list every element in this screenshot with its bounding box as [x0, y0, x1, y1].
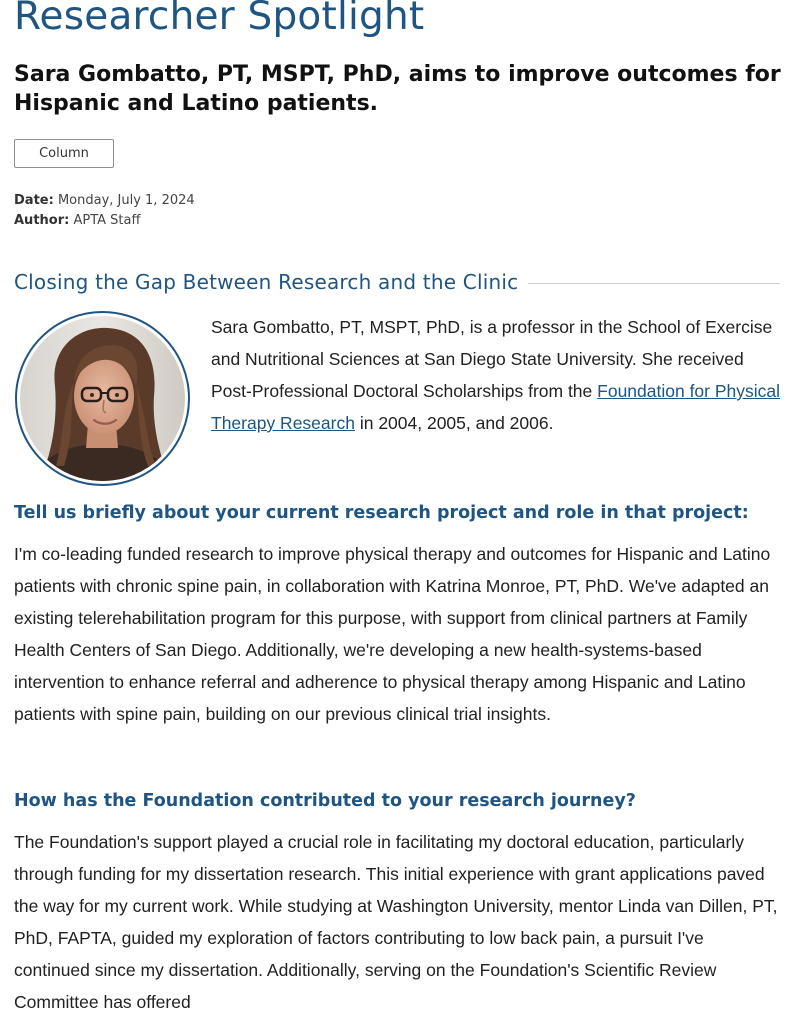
author-label: Author: — [14, 213, 70, 228]
question-heading-current-research: Tell us briefly about your current research project and role in that project: — [14, 503, 749, 523]
researcher-portrait — [15, 311, 190, 486]
question-heading-foundation-contribution: How has the Foundation contributed to your research journey? — [14, 791, 636, 811]
date-value: Monday, July 1, 2024 — [57, 193, 195, 208]
article-meta — [14, 191, 195, 231]
section-heading-row — [14, 270, 780, 294]
researcher-bio — [211, 311, 783, 439]
page-title: Researcher Spotlight — [14, 0, 425, 39]
date-line — [14, 191, 195, 211]
article-subtitle: Sara Gombatto, PT, MSPT, PhD, aims to improve outcomes for Hispanic and Latino patients. — [14, 62, 781, 116]
answer-current-research: I'm co-leading funded research to improve physical therapy and outcomes for Hispanic and Latino patients with chronic spine pain, in collaboration with Katrina Monroe, PT, PhD. We've adapted an existing telerehabilitation program for this purpose, with support from clinical partners at Family Health Centers of San Diego. Additionally, we're developing a new health-systems-based intervention to enhance referral and adherence to physical therapy among Hispanic and Latino patients with spine pain, building on our previous clinical trial insights. — [14, 544, 771, 724]
foundation-link[interactable]: Foundation for Physical Therapy Research — [211, 381, 781, 433]
bio-text-start: Sara Gombatto, PT, MSPT, PhD, is a professor in the School of Exercise and Nutritional Sciences at San Diego State University. She received Post-Professional Doctoral Scholarships from the — [211, 317, 773, 401]
answer-foundation-contribution: The Foundation's support played a crucial role in facilitating my doctoral education, particularly through funding for my dissertation research. This initial experience with grant applications paved the way for my current work. While studying at Washington University, mentor Linda van Dillen, PT, PhD, FAPTA, guided my exploration of factors contributing to low back pain, a pursuit I've continued since my dissertation. Additionally, serving on the Foundation's Scientific Review Committee has offered — [14, 832, 778, 1011]
author-line — [14, 211, 195, 231]
column-tag-button[interactable]: Column — [14, 139, 114, 168]
section-divider — [528, 283, 780, 284]
bio-text-end: in 2004, 2005, and 2006. — [354, 413, 554, 433]
date-label: Date: — [14, 193, 54, 208]
portrait-photo-icon — [20, 316, 185, 481]
author-value: APTA Staff — [73, 213, 141, 228]
section-heading: Closing the Gap Between Research and the Clinic — [14, 270, 519, 294]
